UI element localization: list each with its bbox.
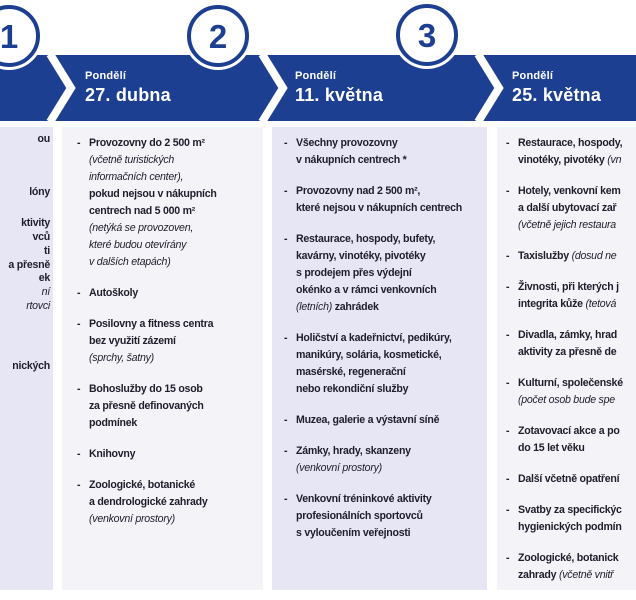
text-segment: manikúry, solária, kosmetické, [296,349,442,361]
step-3-number-badge [396,4,458,66]
text-segment: Autoškoly [89,287,138,299]
bullet-dash: - [77,448,81,460]
text-segment: (venkovní prostory) [296,462,382,474]
text-line [284,491,485,508]
text-line [284,460,485,477]
text-segment: zahrádek [332,301,379,313]
text-line [77,203,261,220]
list-item [506,423,636,457]
text-segment: vců [32,231,50,244]
step-2-date: 27. dubna [85,85,171,105]
list-item [77,285,261,302]
step-2-header [85,70,171,106]
list-item [284,135,485,169]
text-segment: Zotavovací akce a po [518,425,620,437]
text-segment: nebo rekondiční služby [296,383,409,395]
list-item [506,550,636,584]
text-line [0,286,53,300]
step-3-header [295,70,383,106]
list-item [284,183,485,217]
list-item [506,248,636,265]
text-line [77,135,261,152]
text-segment: integrita kůže [518,298,586,310]
text-segment: hygienických podmín [518,521,622,533]
text-line [506,502,636,519]
step-2-number-badge [187,5,249,67]
step-4-column [497,127,636,590]
text-line [506,296,636,313]
text-segment: (včetně jejich restaura [518,219,616,231]
list-item [0,360,53,374]
step-3-date: 11. května [295,85,384,105]
text-segment: Provozovny do 2 500 m² [89,137,205,149]
list-item [506,375,636,409]
text-segment: ek [38,272,50,285]
text-line [506,279,636,296]
text-segment: (venkovní prostory) [89,513,175,525]
text-segment: (tetová [585,298,617,310]
step-4-weekday: Pondělí [512,70,554,82]
text-segment: Muzea, galerie a výstavní síně [296,414,440,426]
text-line [0,186,53,200]
list-item [506,279,636,313]
text-line [284,152,485,169]
text-line [284,330,485,347]
text-segment: Restaurace, hospody, [518,137,623,149]
list-item [77,446,261,463]
text-segment: bez využití zázemí [89,335,176,347]
text-segment: které nejsou v nákupních centrech [296,202,463,214]
bullet-dash: - [77,383,81,395]
text-segment: Taxislužby [518,250,572,262]
text-line [506,217,636,234]
text-line [77,254,261,271]
text-segment: s vyloučením veřejnosti [296,527,411,539]
text-line [506,327,636,344]
text-line [284,412,485,429]
text-segment: Holičství a kadeřnictví, pedikúry, [296,332,452,344]
text-line [77,186,261,203]
text-segment: Bohoslužby do 15 osob [89,383,203,395]
text-segment: a přesně [8,258,50,271]
text-segment: (netýká se provozoven, [89,222,194,234]
list-item [77,316,261,367]
bullet-dash: - [506,473,510,485]
list-item [0,133,53,147]
text-segment: Kulturní, společenské [518,377,623,389]
text-segment: Zoologické, botanick [518,552,619,564]
step-2-weekday: Pondělí [85,70,127,82]
text-line [506,471,636,488]
text-segment: v dalších etapách) [89,256,171,268]
text-line [77,511,261,528]
list-item [506,327,636,361]
chevron-right-icon [44,53,76,123]
text-line [0,360,53,374]
text-segment: za přesně definovaných [89,400,204,412]
step-4-header [512,70,601,106]
text-segment: Další včetně opatření [518,473,620,485]
text-line [284,183,485,200]
text-line [77,285,261,302]
text-line [77,381,261,398]
text-line [77,237,261,254]
text-segment: Živnosti, při kterých j [518,281,619,293]
step-3-weekday: Pondělí [295,70,337,82]
list-item [284,231,485,316]
step-number: 3 [417,16,437,54]
bullet-dash: - [506,377,510,389]
bullet-dash: - [77,318,81,330]
text-line [284,381,485,398]
text-line [284,265,485,282]
list-item [284,412,485,429]
text-segment: (včetně turistických [89,154,175,166]
list-item [77,381,261,432]
text-line [284,200,485,217]
text-line [77,169,261,186]
text-line [284,508,485,525]
text-line [284,443,485,460]
text-segment: (vn [607,154,622,166]
bullet-dash: - [506,329,510,341]
bullet-dash: - [284,493,288,505]
text-line [0,133,53,147]
step-number: 1 [0,17,19,55]
text-segment: které budou otevírány [89,239,187,251]
chevron-right-icon [256,53,288,123]
bullet-dash: - [77,479,81,491]
text-segment: centrech nad 5 000 m² [89,205,196,217]
text-line [506,375,636,392]
text-line [506,440,636,457]
text-line [506,392,636,409]
text-line [77,415,261,432]
text-segment: Hotely, venkovní kem [518,185,621,197]
text-segment: Knihovny [89,448,136,460]
text-line [506,519,636,536]
text-line [284,231,485,248]
list-item [77,135,261,271]
text-line [77,398,261,415]
text-line [506,567,636,584]
text-line [0,245,53,259]
text-segment: kavárny, vinotéky, pivotéky [296,250,426,262]
text-segment: Zoologické, botanické [89,479,196,491]
text-line [77,333,261,350]
bullet-dash: - [506,552,510,564]
text-segment: do 15 let věku [518,442,585,454]
text-segment: (sprchy, šatny) [89,352,154,364]
text-segment: v nákupních centrech * [296,154,407,166]
text-segment: s prodejem přes výdejní [296,267,412,279]
bullet-dash: - [506,185,510,197]
bullet-dash: - [284,414,288,426]
bullet-dash: - [284,233,288,245]
list-item [284,443,485,477]
list-item [506,502,636,536]
text-line [77,152,261,169]
text-segment: nických [12,360,50,373]
text-segment: ti [44,244,50,257]
text-line [506,200,636,217]
list-item [506,471,636,488]
text-line [77,350,261,367]
text-segment: a další ubytovací zař [518,202,617,214]
bullet-dash: - [284,185,288,197]
text-line [506,423,636,440]
text-line [506,344,636,361]
text-line [284,282,485,299]
text-segment: ní [41,285,50,298]
bullet-dash: - [284,332,288,344]
list-item [0,217,53,313]
text-segment: pokud nejsou v nákupních [89,188,217,200]
text-segment: (letních) [296,301,333,313]
text-segment: profesionálních sportovců [296,510,423,522]
text-segment: Provozovny nad 2 500 m², [296,185,421,197]
text-segment: lóny [29,185,50,198]
text-segment: Všechny provozovny [296,137,398,149]
text-line [0,217,53,231]
text-line [284,299,485,316]
text-segment: zahrady [518,569,559,581]
text-line [77,220,261,237]
text-segment: masérské, regenerační [296,366,406,378]
text-line [506,135,636,152]
bullet-dash: - [506,281,510,293]
text-segment: okénko a v rámci venkovních [296,284,437,296]
bullet-dash: - [506,425,510,437]
step-2-column [62,127,263,590]
text-segment: rtovci [26,299,50,312]
text-segment: informačních center), [89,171,184,183]
text-segment: ktivity [21,217,50,230]
text-segment: podmínek [89,417,138,429]
text-line [284,248,485,265]
step-1-column [0,127,53,590]
text-line [0,231,53,245]
text-line [506,248,636,265]
bullet-dash: - [77,287,81,299]
text-line [0,259,53,273]
text-segment: Zámky, hrady, skanzeny [296,445,411,457]
step-number: 2 [208,17,228,55]
text-line [77,446,261,463]
list-item [0,186,53,200]
text-line [0,272,53,286]
text-line [506,152,636,169]
text-segment: aktivity za přesně de [518,346,617,358]
bullet-dash: - [77,137,81,149]
list-item [284,491,485,542]
text-segment: (počet osob bude spe [518,394,615,406]
text-line [0,300,53,314]
text-segment: vinotéky, pivotéky [518,154,608,166]
text-line [284,135,485,152]
bullet-dash: - [506,137,510,149]
text-line [506,183,636,200]
text-segment: (včetně vnitř [558,569,614,581]
list-item [284,330,485,398]
text-line [284,347,485,364]
step-4-date: 25. května [512,85,602,105]
text-line [506,550,636,567]
text-line [284,525,485,542]
text-line [77,477,261,494]
text-segment: ou [37,133,50,145]
text-line [284,364,485,381]
text-segment: (dosud ne [571,250,617,262]
chevron-right-icon [472,53,504,123]
text-line [77,316,261,333]
bullet-dash: - [506,250,510,262]
list-item [77,477,261,528]
bullet-dash: - [506,504,510,516]
bullet-dash: - [284,445,288,457]
list-item [506,183,636,234]
text-segment: Posilovny a fitness centra [89,318,214,330]
text-segment: Venkovní tréninkové aktivity [296,493,432,505]
bullet-dash: - [284,137,288,149]
text-segment: Restaurace, hospody, bufety, [296,233,436,245]
text-segment: a dendrologické zahrady [89,496,208,508]
text-segment: Divadla, zámky, hrad [518,329,618,341]
step-3-column [272,127,487,590]
list-item [506,135,636,169]
text-segment: Svatby za specifickýc [518,504,622,516]
text-line [77,494,261,511]
